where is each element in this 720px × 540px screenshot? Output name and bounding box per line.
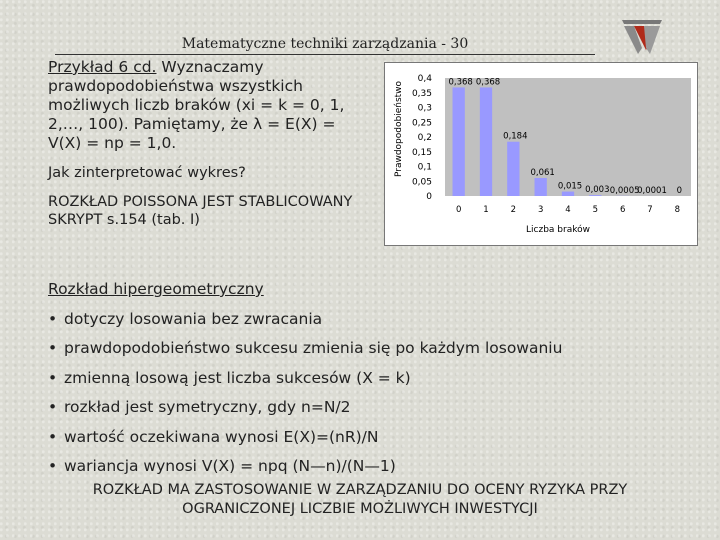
bullet-icon: • bbox=[48, 398, 58, 417]
y-tick-label: 0,3 bbox=[417, 103, 432, 114]
bar bbox=[480, 87, 492, 196]
bullet-icon: • bbox=[48, 456, 58, 475]
bar bbox=[535, 178, 547, 196]
slide-header: Matematyczne techniki zarządzania - 30 bbox=[55, 36, 595, 55]
x-tick-label: 0 bbox=[455, 205, 462, 215]
bar-data-label: 0,015 bbox=[557, 181, 583, 192]
x-tick-label: 2 bbox=[510, 205, 517, 215]
bullet-text: dotyczy losowania bez zwracania bbox=[64, 310, 323, 328]
y-tick-label: 0,15 bbox=[411, 147, 432, 158]
list-item bbox=[48, 367, 562, 396]
y-tick-label: 0,4 bbox=[417, 74, 432, 84]
example-intro bbox=[48, 58, 368, 153]
bullet-icon: • bbox=[48, 368, 58, 387]
y-tick-label: 0,05 bbox=[411, 177, 432, 188]
bar bbox=[589, 195, 601, 196]
bar bbox=[507, 142, 519, 196]
bullet-text: rozkład jest symetryczny, gdy n=N/2 bbox=[64, 398, 351, 417]
bullet-text: prawdopodobieństwo sukcesu zmienia się po każdym losowaniu bbox=[64, 339, 563, 358]
bullet-text: wariancja wynosi V(X) = npq (N—n)/(N—1) bbox=[64, 456, 396, 475]
x-tick-label: 5 bbox=[592, 205, 599, 215]
y-tick-label: 0,35 bbox=[411, 88, 432, 99]
bar-data-label: 0,184 bbox=[503, 131, 528, 142]
poisson-chart-svg bbox=[385, 63, 697, 245]
bullet-icon: • bbox=[48, 310, 58, 328]
hypergeometric-title: Rozkład hipergeometryczny bbox=[48, 280, 264, 298]
x-tick-label: 6 bbox=[619, 205, 626, 215]
chart-question: Jak zinterpretować wykres? bbox=[48, 165, 246, 181]
bar-data-label: 0 bbox=[676, 186, 683, 196]
bar-data-label: 0,0005 bbox=[609, 185, 640, 196]
poisson-chart bbox=[384, 62, 698, 246]
bar-data-label: 0,061 bbox=[530, 168, 555, 179]
example-text: Wyznaczamy prawdopodobieństwa wszystkich możliwych liczb braków (xi = k = 0, 1, 2,…, 100). Pamiętamy, że λ = E(X) = V(X) = np = 1,0. bbox=[48, 58, 345, 152]
y-tick-label: 0,1 bbox=[417, 162, 432, 173]
y-tick-label: 0 bbox=[426, 192, 432, 202]
poisson-note: ROZKŁAD POISSONA JEST STABLICOWANY SKRYPT s.154 (tab. I) bbox=[48, 194, 353, 228]
x-tick-label: 7 bbox=[647, 205, 653, 215]
x-tick-label: 4 bbox=[565, 205, 571, 215]
bullet-text: wartość oczekiwana wynosi E(X)=(nR)/N bbox=[64, 427, 379, 446]
list-item bbox=[48, 455, 562, 484]
bar bbox=[562, 192, 574, 196]
y-axis-title: Prawdopodobieństwo bbox=[394, 80, 404, 178]
x-tick-label: 3 bbox=[537, 205, 544, 215]
bar bbox=[453, 87, 465, 196]
y-tick-label: 0,2 bbox=[417, 133, 432, 143]
stylized-w-logo-icon bbox=[620, 18, 664, 58]
bottom-note: ROZKŁAD MA ZASTOSOWANIE W ZARZĄDZANIU DO OCENY RYZYKA PRZY OGRANICZONEJ LICZBIE MOŻLIWYCH INWESTYCJI bbox=[92, 482, 628, 517]
list-item bbox=[48, 396, 562, 425]
bar-data-label: 0,003 bbox=[585, 185, 610, 196]
bullet-icon: • bbox=[48, 427, 58, 446]
x-tick-label: 1 bbox=[483, 205, 489, 215]
x-axis-title: Liczba braków bbox=[526, 225, 590, 235]
bar-data-label: 0,0001 bbox=[637, 185, 667, 196]
x-tick-label: 8 bbox=[674, 205, 681, 215]
bar-data-label: 0,368 bbox=[448, 77, 473, 88]
bullet-text: zmienną losową jest liczba sukcesów (X = k) bbox=[64, 368, 411, 387]
hypergeometric-bullets bbox=[48, 308, 562, 484]
list-item bbox=[48, 426, 562, 455]
list-item bbox=[48, 337, 562, 366]
bullet-icon: • bbox=[48, 339, 58, 358]
list-item bbox=[48, 308, 562, 337]
example-label: Przykład 6 cd. bbox=[48, 58, 157, 76]
bar-data-label: 0,368 bbox=[475, 77, 501, 88]
y-tick-label: 0,25 bbox=[411, 118, 432, 129]
